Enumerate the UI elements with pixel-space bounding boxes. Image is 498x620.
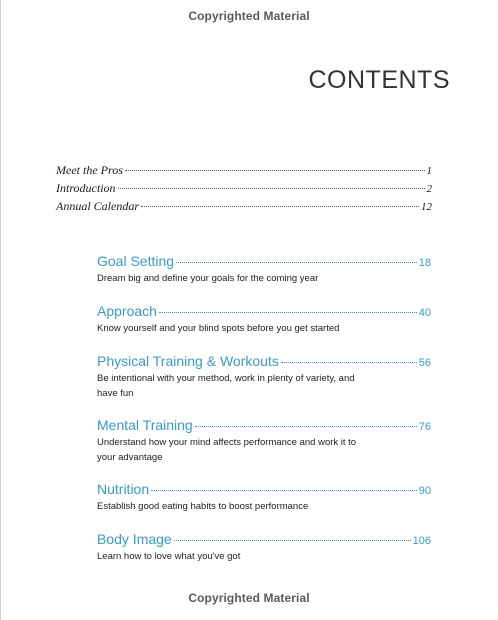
- dot-leader: [159, 312, 417, 313]
- dot-leader: [281, 362, 417, 363]
- toc-entry-label: Introduction: [56, 181, 116, 195]
- page-title: CONTENTS: [308, 66, 450, 94]
- toc-entry-meet-the-pros[interactable]: [56, 163, 432, 181]
- chapter-title: Goal Setting: [97, 253, 175, 269]
- dot-leader: [151, 490, 417, 491]
- toc-entry-label: Meet the Pros: [56, 163, 123, 177]
- toc-chapter-physical-training[interactable]: [97, 353, 431, 401]
- chapter-description: Learn how to love what you've got: [97, 551, 241, 562]
- chapter-description: Dream big and define your goals for the coming year: [97, 273, 319, 284]
- chapter-title: Approach: [97, 303, 157, 319]
- chapter-description: Understand how your mind affects performance and work it to your advantage: [97, 437, 357, 463]
- dot-leader: [174, 540, 411, 541]
- toc-entry-annual-calendar[interactable]: [56, 199, 432, 217]
- toc-chapter-goal-setting[interactable]: [97, 253, 431, 286]
- toc-entry-introduction[interactable]: [56, 181, 432, 199]
- toc-entry-label: Annual Calendar: [56, 199, 139, 213]
- chapter-title: Nutrition: [97, 481, 150, 497]
- chapter-title: Mental Training: [97, 417, 193, 433]
- copyright-watermark-bottom: Copyrighted Material: [188, 591, 310, 605]
- chapter-page-number: 76: [418, 421, 431, 433]
- chapter-description: Establish good eating habits to boost performance: [97, 501, 309, 512]
- chapter-page-number: 90: [418, 485, 431, 497]
- chapter-title: Physical Training & Workouts: [97, 353, 279, 369]
- toc-chapter-mental-training[interactable]: [97, 417, 431, 465]
- chapter-description: Be intentional with your method, work in plenty of variety, and have fun: [97, 373, 355, 399]
- front-matter-list: [56, 163, 432, 217]
- chapter-page-number: 40: [418, 307, 431, 319]
- page-edge: [0, 0, 1, 620]
- chapter-description: Know yourself and your blind spots before you get started: [97, 323, 340, 334]
- toc-page-number: 12: [421, 201, 432, 213]
- toc-chapter-approach[interactable]: [97, 303, 431, 336]
- toc-chapter-nutrition[interactable]: [97, 481, 431, 514]
- chapter-title: Body Image: [97, 531, 172, 547]
- dot-leader: [195, 426, 417, 427]
- copyright-watermark-top: Copyrighted Material: [188, 9, 310, 23]
- dot-leader: [118, 188, 425, 189]
- toc-page-number: 2: [426, 183, 432, 195]
- chapter-page-number: 56: [418, 357, 431, 369]
- toc-chapter-body-image[interactable]: [97, 531, 431, 564]
- dot-leader: [141, 206, 419, 207]
- toc-page-number: 1: [426, 165, 432, 177]
- dot-leader: [176, 262, 417, 263]
- chapter-page-number: 18: [418, 257, 431, 269]
- dot-leader: [125, 170, 425, 171]
- chapter-page-number: 106: [412, 535, 431, 547]
